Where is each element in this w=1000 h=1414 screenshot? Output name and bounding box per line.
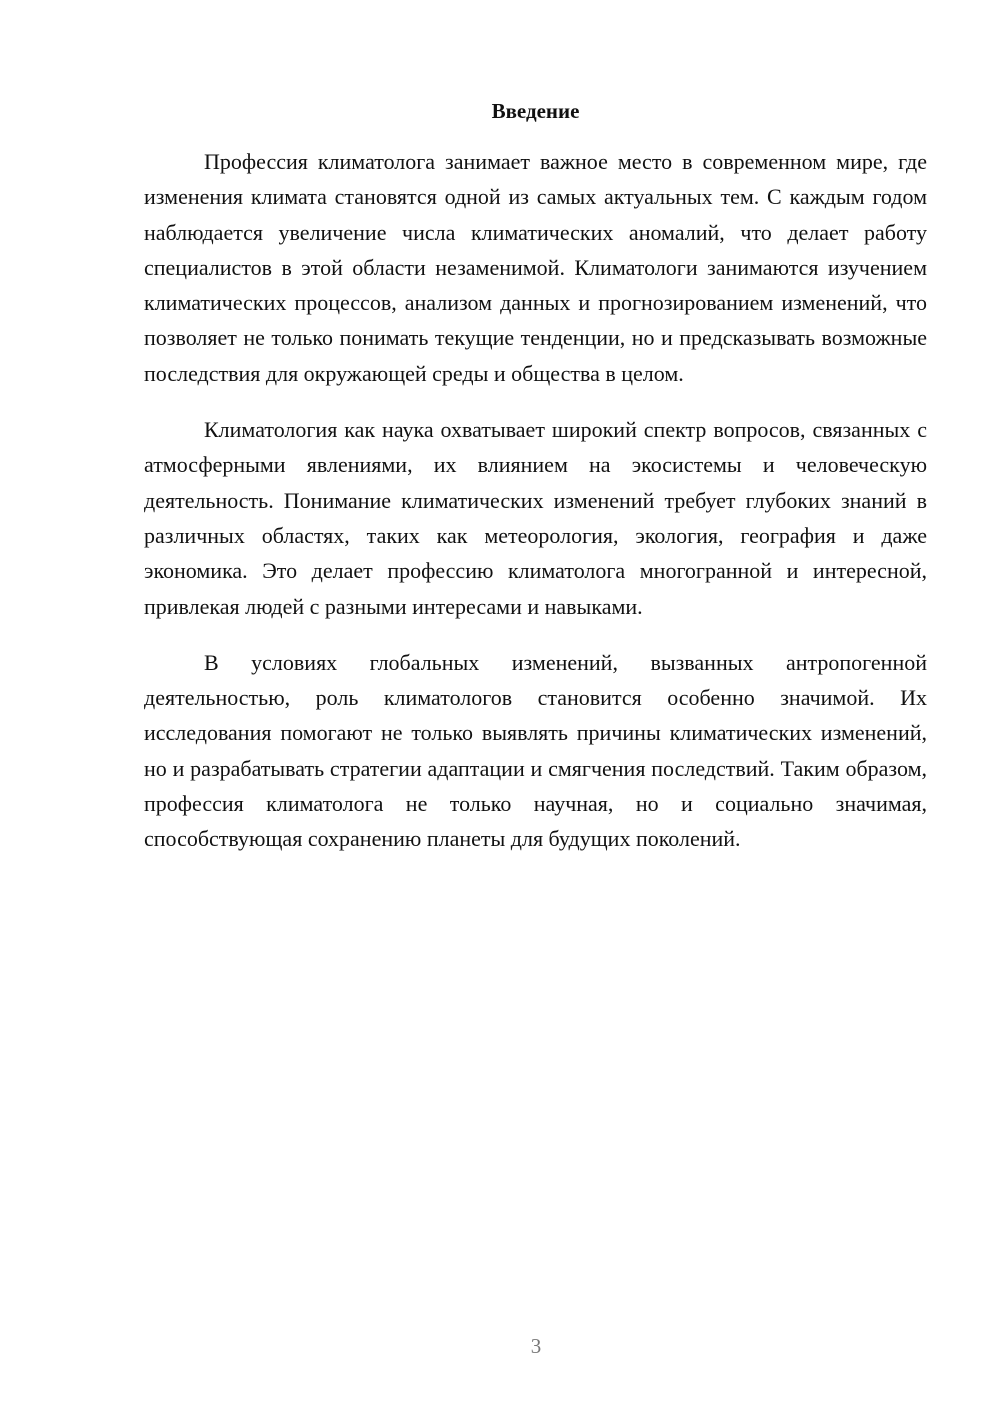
paragraph-1: Профессия климатолога занимает важное место в современном мире, где изменения климата становятся одной из самых актуальных тем. С каждым годом наблюдается увеличение числа климатических аномалий, что делает работу специалистов в этой области незаменимой. Климатологи занимаются изучением климатических процессов, анализом данных и прогнозированием изменений, что позволяет не только понимать текущие тенденции, но и предсказывать возможные последствия для окружающей среды и общества в целом. xyxy=(144,149,927,386)
paragraph-2: Климатология как наука охватывает широкий спектр вопросов, связанных с атмосферными явлениями, их влиянием на экосистемы и человеческую деятельность. Понимание климатических изменений требует глубоких знаний в различных областях, таких как метеорология, экология, география и даже экономика. Это делает профессию климатолога многогранной и интересной, привлекая людей с разными интересами и навыками. xyxy=(144,417,927,619)
paragraph-3: В условиях глобальных изменений, вызванных антропогенной деятельностью, роль климатологов становится особенно значимой. Их исследования помогают не только выявлять причины климатических изменений, но и разрабатывать стратегии адаптации и смягчения последствий. Таким образом, профессия климатолога не только научная, но и социально значимая, способствующая сохранению планеты для будущих поколений. xyxy=(144,649,927,852)
page-content xyxy=(144,96,927,878)
page-number: 3 xyxy=(530,1334,542,1358)
page-title: Введение xyxy=(491,99,580,123)
